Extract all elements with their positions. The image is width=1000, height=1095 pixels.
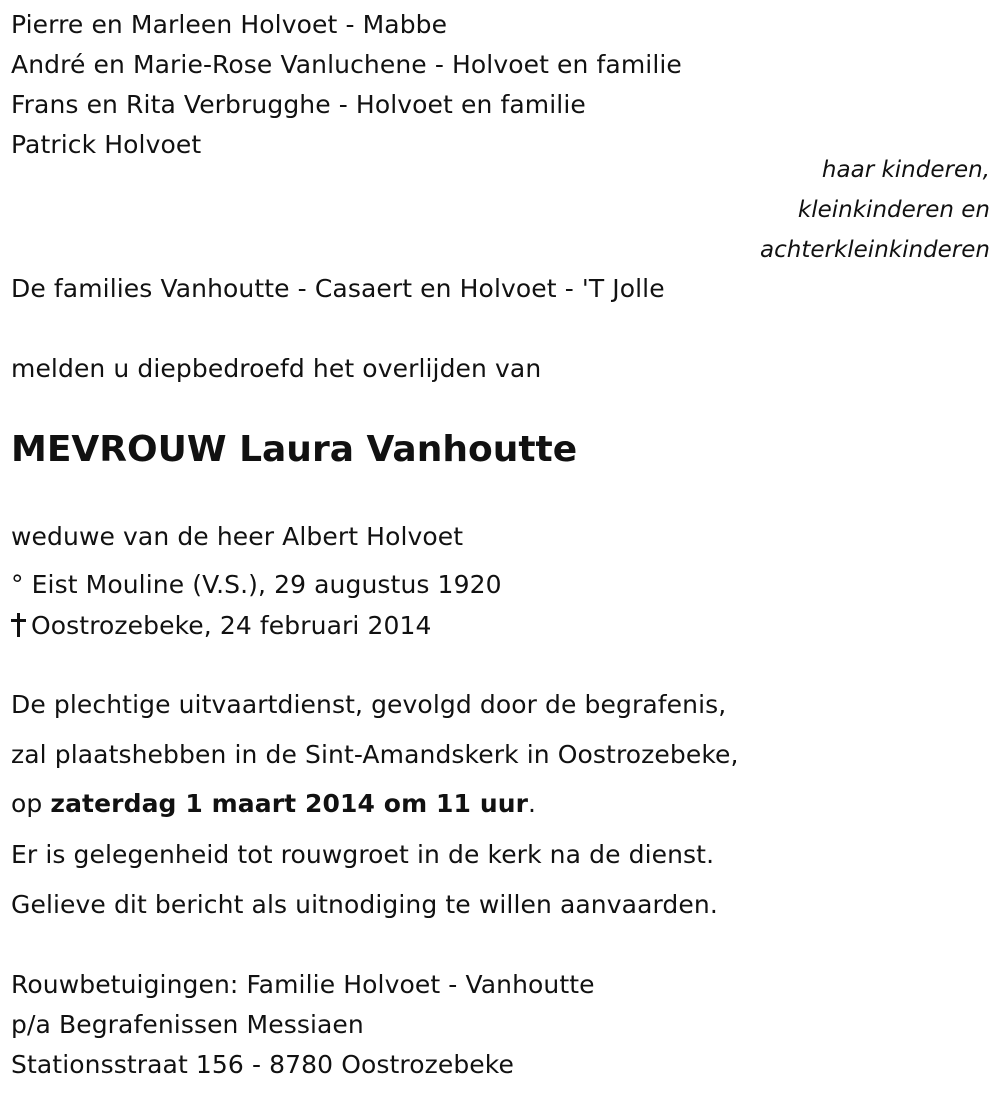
condolences-line-2: p/a Begrafenissen Messiaen: [11, 1010, 364, 1039]
condolences-line-1: Rouwbetuigingen: Familie Holvoet - Vanhoutte: [11, 970, 595, 999]
birth-line: ° Eist Mouline (V.S.), 29 augustus 1920: [11, 570, 502, 599]
family-line-4: Patrick Holvoet: [11, 130, 202, 159]
family-line-3: Frans en Rita Verbrugghe - Holvoet en familie: [11, 90, 586, 119]
service-date: zaterdag 1 maart 2014 om 11 uur: [50, 789, 529, 818]
widow-of: weduwe van de heer Albert Holvoet: [11, 522, 464, 551]
family-line-2: André en Marie-Rose Vanluchene - Holvoet en familie: [11, 50, 682, 79]
descendants-line-3: achterkleinkinderen: [760, 237, 990, 263]
descendants-line-1: haar kinderen,: [821, 157, 990, 183]
death-line: [11, 611, 432, 641]
deceased-name: MEVROUW Laura Vanhoutte: [11, 429, 578, 470]
announcement: melden u diepbedroefd het overlijden van: [11, 354, 542, 383]
death-text: Oostrozebeke, 24 februari 2014: [31, 611, 432, 640]
service-date-suffix: .: [528, 789, 537, 818]
service-line-2: zal plaatshebben in de Sint-Amandskerk in Oostrozebeke,: [11, 740, 739, 769]
cross-icon: [11, 613, 25, 637]
family-line-1: Pierre en Marleen Holvoet - Mabbe: [11, 10, 448, 39]
service-line-1: De plechtige uitvaartdienst, gevolgd door de begrafenis,: [11, 690, 727, 719]
condolences-line-3: Stationsstraat 156 - 8780 Oostrozebeke: [11, 1050, 514, 1079]
service-line-3: [11, 789, 536, 819]
descendants-line-2: kleinkinderen en: [797, 197, 990, 223]
service-line-5: Gelieve dit bericht als uitnodiging te willen aanvaarden.: [11, 890, 718, 919]
service-date-prefix: op: [11, 789, 51, 818]
service-line-4: Er is gelegenheid tot rouwgroet in de kerk na de dienst.: [11, 840, 715, 869]
families-line: De families Vanhoutte - Casaert en Holvoet - 'T Jolle: [11, 274, 665, 303]
